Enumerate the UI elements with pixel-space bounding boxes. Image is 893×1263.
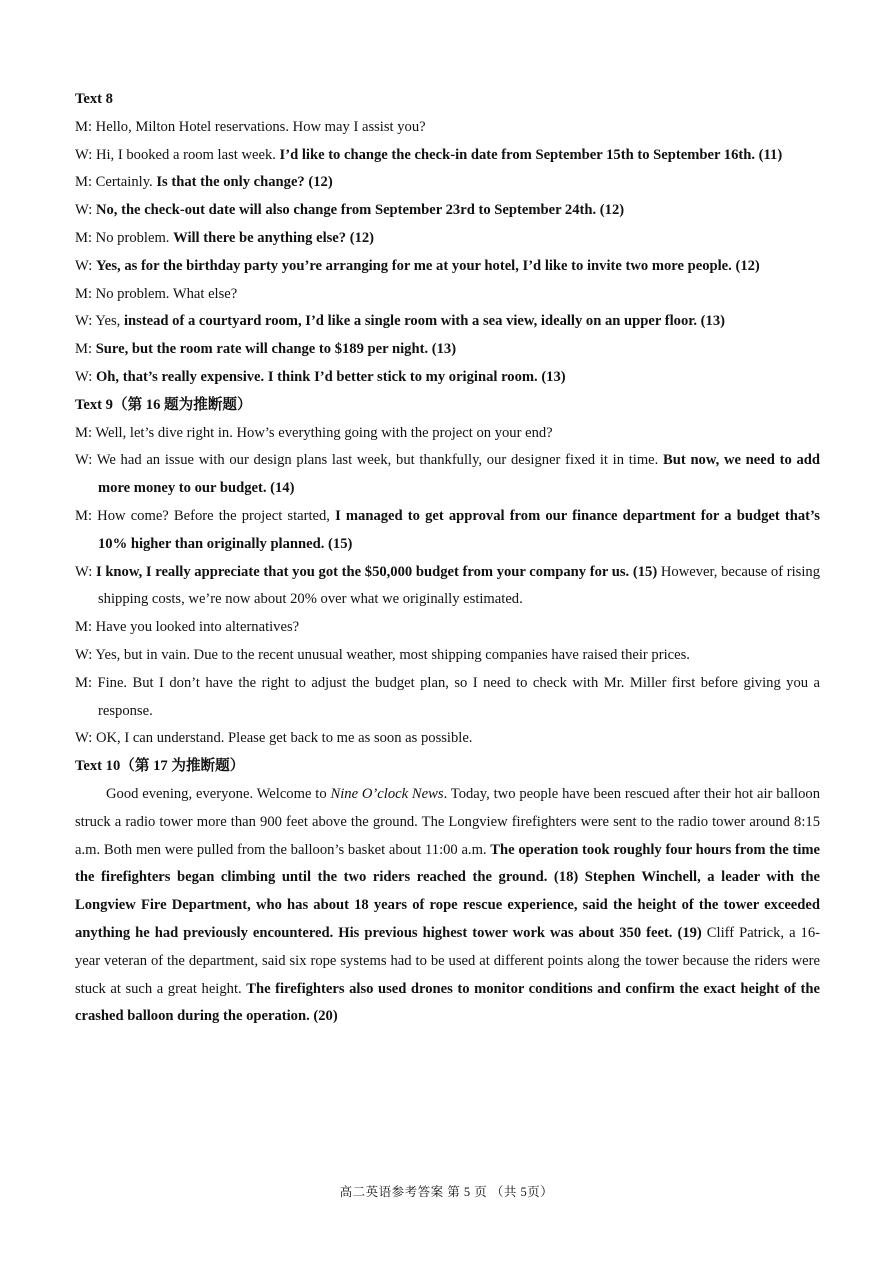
dialogue-line bbox=[75, 503, 820, 559]
speaker-label: M: bbox=[75, 619, 93, 636]
answer-key-text: Oh, that’s really expensive. I think I’d better stick to my original room. (13) bbox=[95, 368, 566, 385]
dialogue-line bbox=[75, 253, 820, 281]
speaker-label: W: bbox=[75, 202, 93, 219]
dialogue-line bbox=[75, 225, 820, 253]
speaker-label: M: bbox=[75, 674, 93, 691]
answer-key-text: Is that the only change? (12) bbox=[156, 174, 333, 191]
passage-text: Cliff Patrick, a 16-year veteran of the department, said six rope systems had to be used at different points along the tower because the riders were stuck at such a great height. bbox=[75, 924, 821, 997]
speaker-label: M: bbox=[75, 507, 93, 524]
answer-key-text: Will there be anything else? (12) bbox=[173, 229, 375, 246]
dialogue-line bbox=[75, 559, 820, 615]
answer-key-text: I’d like to change the check-in date from September 15th to September 16th. (11) bbox=[279, 146, 783, 163]
dialogue-line bbox=[75, 169, 820, 197]
dialogue-line bbox=[75, 670, 820, 726]
dialogue-text: However, because of rising shipping costs, we’re now about 20% over what we originally estimated. bbox=[98, 563, 820, 608]
dialogue-text: Well, let’s dive right in. How’s everything going with the project on your end? bbox=[92, 424, 553, 441]
dialogue-line bbox=[75, 420, 820, 448]
text8-heading: Text 8 bbox=[75, 91, 113, 107]
dialogue-line bbox=[75, 642, 820, 670]
passage-text: . Today, two people have been rescued after their hot air balloon struck a radio tower more than 900 feet above the ground. The Longview firefighters were sent to the radio tower around 8:15 a.m. Both men were pulled from the balloon’s basket about 11:00 a.m. bbox=[75, 785, 820, 858]
answer-key-text: I know, I really appreciate that you got the $50,000 budget from your company for us. (15) bbox=[95, 563, 658, 580]
speaker-label: W: bbox=[75, 368, 93, 385]
dialogue-text: Hello, Milton Hotel reservations. How may I assist you? bbox=[92, 118, 426, 135]
text10-heading: Text 10（第 17 为推断题） bbox=[75, 758, 245, 775]
speaker-label: M: bbox=[75, 341, 93, 358]
dialogue-text: Have you looked into alternatives? bbox=[92, 619, 300, 636]
answer-key-text: The firefighters also used drones to monitor conditions and confirm the exact height of the crashed balloon during the operation. (20) bbox=[75, 980, 820, 1025]
speaker-label: M: bbox=[75, 285, 93, 302]
dialogue-line bbox=[75, 142, 820, 170]
speaker-label: W: bbox=[75, 563, 93, 580]
dialogue-text: No problem. bbox=[92, 229, 174, 246]
speaker-label: W: bbox=[75, 313, 93, 330]
speaker-label: M: bbox=[75, 174, 93, 191]
dialogue-text: Yes, but in vain. Due to the recent unusual weather, most shipping companies have raised their prices. bbox=[92, 646, 690, 663]
text8-dialogue bbox=[75, 114, 820, 392]
page-footer: 高二英语参考答案 第 5 页 （共 5页） bbox=[339, 1185, 554, 1199]
dialogue-line bbox=[75, 614, 820, 642]
dialogue-line bbox=[75, 336, 820, 364]
answer-key-text: instead of a courtyard room, I’d like a single room with a sea view, ideally on an upper floor. (13) bbox=[123, 313, 725, 330]
answer-key-text: But now, we need to add more money to our budget. (14) bbox=[98, 452, 820, 497]
dialogue-text: Fine. But I don’t have the right to adjust the budget plan, so I need to check with Mr. Miller first before giving you a response. bbox=[92, 674, 820, 719]
program-title: Nine O’clock News bbox=[330, 785, 444, 802]
passage-text: Good evening, everyone. Welcome to bbox=[106, 785, 331, 802]
speaker-label: W: bbox=[75, 730, 93, 747]
answer-key-text: I managed to get approval from our finance department for a budget that’s 10% higher than originally planned. (15) bbox=[98, 507, 820, 552]
dialogue-line bbox=[75, 447, 820, 503]
speaker-label: W: bbox=[75, 646, 93, 663]
dialogue-line bbox=[75, 364, 820, 392]
speaker-label: W: bbox=[75, 452, 93, 469]
answer-key-text: Sure, but the room rate will change to $189 per night. (13) bbox=[95, 341, 457, 358]
answer-page bbox=[75, 86, 820, 1031]
answer-key-text: The operation took roughly four hours from the time the firefighters began climbing until the two riders reached the ground. (18) Stephen Winchell, a leader with the Longview Fire Department, who has about 18 years of rope rescue experience, said the height of the tower exceeded anything he had previously encountered. His previous highest tower work was about 350 feet. (19) bbox=[75, 841, 821, 941]
dialogue-line bbox=[75, 197, 820, 225]
speaker-label: M: bbox=[75, 424, 93, 441]
text9-dialogue bbox=[75, 420, 820, 754]
dialogue-line bbox=[75, 725, 820, 753]
dialogue-line bbox=[75, 308, 820, 336]
answer-key-text: No, the check-out date will also change from September 23rd to September 24th. (12) bbox=[95, 202, 625, 219]
speaker-label: M: bbox=[75, 118, 93, 135]
dialogue-line bbox=[75, 114, 820, 142]
dialogue-text: We had an issue with our design plans last week, but thankfully, our designer fixed it in time. bbox=[92, 452, 664, 469]
dialogue-text: How come? Before the project started, bbox=[92, 507, 336, 524]
dialogue-text: Yes, bbox=[92, 313, 124, 330]
dialogue-text: No problem. What else? bbox=[92, 285, 238, 302]
text9-heading: Text 9（第 16 题为推断题） bbox=[75, 396, 252, 413]
dialogue-text: OK, I can understand. Please get back to me as soon as possible. bbox=[92, 730, 473, 747]
dialogue-text: Certainly. bbox=[92, 174, 157, 191]
speaker-label: W: bbox=[75, 257, 93, 274]
speaker-label: W: bbox=[75, 146, 93, 163]
dialogue-line bbox=[75, 281, 820, 309]
answer-key-text: Yes, as for the birthday party you’re arranging for me at your hotel, I’d like to invite two more people. (12) bbox=[95, 257, 760, 274]
speaker-label: M: bbox=[75, 229, 93, 246]
dialogue-text: Hi, I booked a room last week. bbox=[92, 146, 280, 163]
text10-passage bbox=[75, 781, 820, 1031]
